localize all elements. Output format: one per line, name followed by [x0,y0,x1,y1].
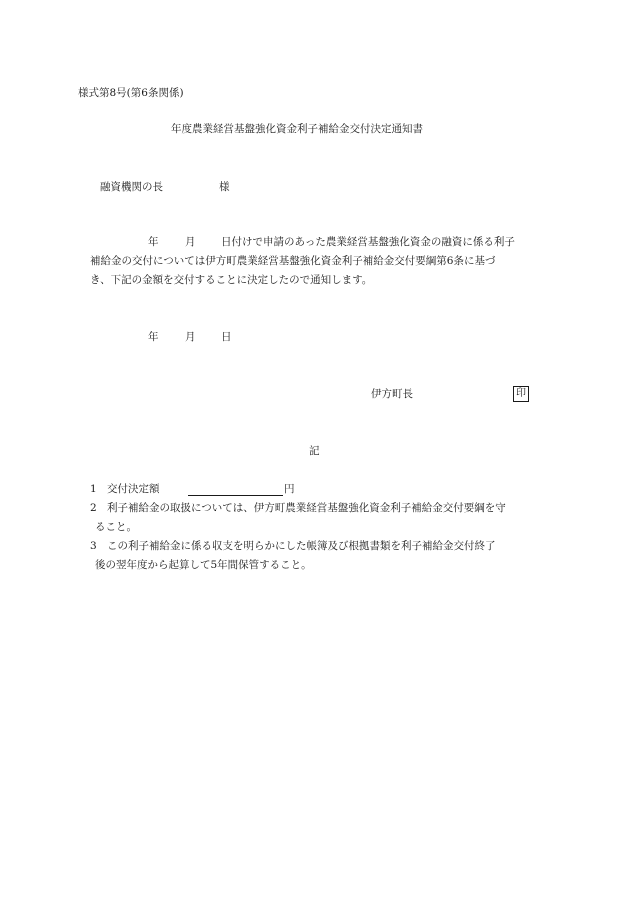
item-3-line-1: この利子補給金に係る収支を明らかにした帳簿及び根拠書類を利子補給金交付終了 [107,540,496,552]
notice-date-month: 月 [185,331,196,343]
item-2-line-1: 利子補給金の取扱については、伊方町農業経営基盤強化資金利子補給金交付要綱を守 [107,502,506,514]
document-title: 年度農業経営基盤強化資金利子補給金交付決定通知書 [171,123,423,135]
body-line-2: 補給金の交付については伊方町農業経営基盤強化資金利子補給金交付要綱第6条に基づ [90,255,496,267]
notice-date-year: 年 [148,331,159,343]
form-number: 様式第8号(第6条関係) [78,87,184,99]
body-line-1: 日付けで申請のあった農業経営基盤強化資金の融資に係る利子 [221,236,515,248]
addressee: 融資機関の長 [100,181,163,193]
item-1-number: 1 [90,483,97,495]
item-2-number: 2 [90,502,97,514]
item-1-label: 交付決定額 [107,483,160,495]
ki-heading: 記 [309,445,320,457]
body-date-year: 年 [148,236,159,248]
seal-stamp: 印 [513,386,529,402]
item-3-number: 3 [90,540,97,552]
issuer: 伊方町長 [371,388,413,400]
item-3-line-2: 後の翌年度から起算して5年間保管すること。 [95,559,312,571]
amount-blank-line [188,495,283,496]
item-2-line-2: ること。 [95,521,137,533]
notice-date-day: 日 [221,331,232,343]
body-date-month: 月 [185,236,196,248]
item-1-unit: 円 [284,483,295,495]
honorific: 様 [219,181,230,193]
body-line-3: き、下記の金額を交付することに決定したので通知します。 [90,274,373,286]
